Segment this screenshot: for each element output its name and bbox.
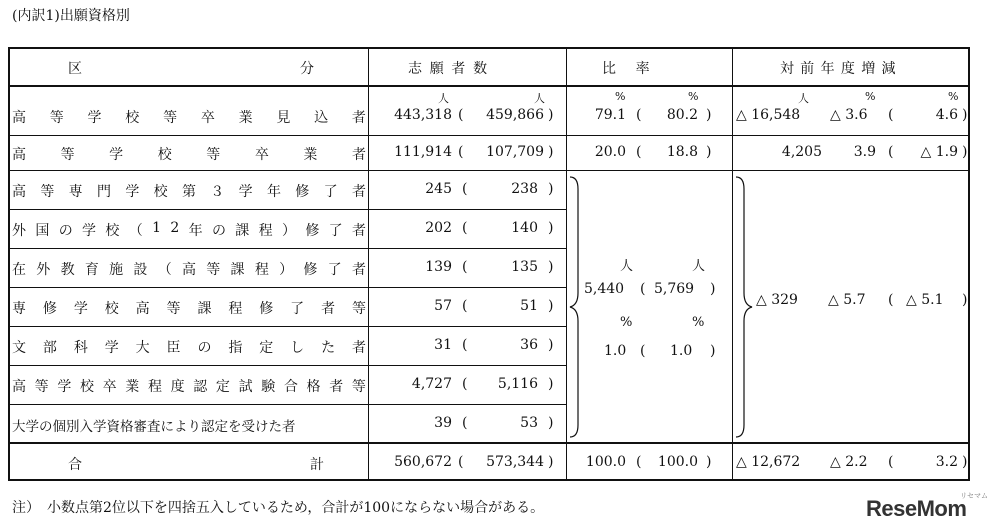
paren-open: ( [462, 220, 468, 236]
row-label-char: 年 [266, 184, 281, 200]
paren-open: ( [462, 376, 468, 392]
unit-percent: % [620, 315, 633, 330]
row-divider [10, 442, 968, 444]
count: 202 [425, 220, 452, 236]
row-divider [10, 85, 968, 87]
paren-close: ) [548, 454, 554, 470]
row-label-char: 校 [153, 184, 168, 200]
group-brace-left [566, 173, 732, 441]
paren-open: ( [458, 144, 464, 160]
row-label-char: 定 [215, 379, 230, 395]
paren-open: ( [458, 107, 464, 123]
applicants-table [8, 47, 970, 481]
row-label-char: 合 [283, 379, 298, 395]
row-label-char: 教 [60, 262, 75, 278]
row-label-char: 修 [303, 262, 318, 278]
row-label-char: 課 [197, 301, 212, 317]
row-label [12, 144, 366, 164]
paren-open: ( [888, 292, 894, 308]
row-label-char: 高 [12, 110, 26, 126]
unit-person: 人 [620, 259, 634, 274]
group-change-ratio: △ 5.7 [828, 292, 866, 308]
footnote: 注） 小数点第2位以下を四捨五入しているため，合計が100にならない場合がある。 [12, 500, 545, 516]
count-prev: 51 [520, 298, 538, 314]
paren-open: ( [462, 415, 468, 431]
paren-close: ) [962, 107, 968, 123]
row-label-char: 校 [79, 379, 94, 395]
count: 245 [425, 181, 452, 197]
row-label-char: 者 [351, 184, 366, 200]
paren-open: ( [462, 181, 468, 197]
row-label-char: 修 [295, 184, 310, 200]
row-label-char: 国 [35, 223, 50, 239]
unit-percent: % [865, 90, 876, 103]
row-label-char: 臣 [166, 340, 181, 356]
row-label-char: 等 [40, 184, 55, 200]
row-label-char: 程 [254, 262, 269, 278]
row-divider [10, 170, 968, 171]
row-label-char: 業 [238, 110, 253, 126]
paren-close: ) [706, 144, 712, 160]
row-label-char: 等 [49, 110, 64, 126]
header-category-right: 分 [300, 61, 317, 77]
unit-person: 人 [798, 92, 809, 105]
total-ratio-prev: 100.0 [657, 454, 698, 470]
count-prev: 140 [511, 220, 538, 236]
row-label-char: 験 [261, 379, 276, 395]
paren-open: ( [640, 343, 646, 359]
row-label-char: 施 [109, 262, 124, 278]
resemom-logo [866, 493, 988, 524]
change-ratio: 3.9 [853, 144, 876, 160]
row-label-char: 等 [206, 262, 221, 278]
total-label-right: 計 [310, 457, 324, 473]
row-label-char: 程 [258, 223, 273, 239]
row-label-char: 科 [73, 340, 88, 356]
count: 443,318 [394, 107, 452, 123]
total-count-prev: 573,344 [486, 454, 544, 470]
row-label-char: 程 [228, 301, 243, 317]
ratio-prev: 18.8 [666, 144, 698, 160]
ratio-prev: 80.2 [666, 107, 698, 123]
paren-open: ( [462, 337, 468, 353]
row-label-char: 外 [36, 262, 51, 278]
row-label-char: 等 [163, 110, 178, 126]
row-label [12, 376, 366, 396]
paren-open: ( [636, 107, 642, 123]
row-label [12, 181, 366, 201]
row-label-char: の [211, 223, 226, 239]
row-divider [10, 209, 566, 210]
row-label-char: 認 [193, 379, 208, 395]
group-ratio: 1.0 [604, 343, 627, 359]
paren-close: ) [548, 259, 554, 275]
group-count: 5,440 [584, 281, 625, 297]
row-label-char: 修 [42, 301, 57, 317]
row-label-char: 等 [60, 147, 75, 163]
row-label-char: 了 [323, 184, 338, 200]
row-label-char: 課 [230, 262, 245, 278]
row-label-char: 校 [125, 110, 140, 126]
total-change-ratio: △ 2.2 [830, 454, 868, 470]
row-label-char: 学 [57, 379, 72, 395]
count: 31 [434, 337, 452, 353]
row-label-char: 高 [12, 147, 26, 163]
header-category-left: 区 [68, 61, 85, 77]
row-label-char: 専 [68, 184, 83, 200]
row-label-char: 高 [12, 379, 26, 395]
row-label-char: 校 [104, 301, 119, 317]
row-label-char: 外 [12, 223, 26, 239]
row-divider [10, 135, 968, 136]
logo-subtext: リセマム [960, 493, 988, 500]
change-ratio: △ 3.6 [830, 107, 868, 123]
row-divider [10, 365, 566, 366]
row-label-char: 指 [228, 340, 243, 356]
unit-percent: % [688, 90, 699, 103]
row-label-char: 門 [96, 184, 111, 200]
change-count: △ 16,548 [736, 107, 801, 123]
ratio: 20.0 [594, 144, 626, 160]
row-label-char: 見 [276, 110, 291, 126]
col-divider [368, 49, 369, 479]
header-ratio: 比 率 [602, 61, 653, 77]
total-count: 560,672 [394, 454, 452, 470]
paren-close: ) [710, 343, 716, 359]
paren-open: ( [888, 107, 894, 123]
paren-open: ( [462, 259, 468, 275]
row-label-char: 了 [327, 262, 342, 278]
row-label-char: （ [128, 223, 143, 239]
row-label-char: 了 [328, 223, 343, 239]
paren-open: ( [458, 454, 464, 470]
paren-close: ) [548, 415, 554, 431]
table-caption: (内訳1)出願資格別 [12, 8, 130, 24]
row-label-char: 高 [181, 262, 196, 278]
row-label-char: し [290, 340, 305, 356]
total-change-ratio-prev: 3.2 [935, 454, 958, 470]
row-label-char: 卒 [200, 110, 215, 126]
row-label [12, 298, 366, 318]
count-prev: 459,866 [486, 107, 544, 123]
row-label-char: 年 [188, 223, 203, 239]
row-label-char: 学 [125, 184, 140, 200]
paren-open: ( [888, 144, 894, 160]
paren-close: ) [710, 281, 716, 297]
row-label-char: 2 [170, 220, 180, 236]
row-label-char: 学 [238, 184, 253, 200]
row-label-char: 者 [351, 340, 366, 356]
count-prev: 5,116 [497, 376, 538, 392]
row-label [12, 259, 366, 279]
total-change-count: △ 12,672 [736, 454, 801, 470]
group-change-ratio-prev: △ 5.1 [906, 292, 944, 308]
row-label-char: 程 [147, 379, 162, 395]
group-count-prev: 5,769 [654, 281, 695, 297]
paren-close: ) [548, 220, 554, 236]
count: 139 [425, 259, 452, 275]
row-label-char: ） [281, 223, 296, 239]
unit-person: 人 [692, 259, 706, 274]
row-label-char: 1 [152, 220, 161, 236]
row-label-char: の [58, 223, 73, 239]
row-label-char: 等 [206, 147, 221, 163]
group-change-count: △ 329 [756, 292, 798, 308]
row-label-char: 者 [321, 301, 336, 317]
count: 111,914 [394, 144, 452, 160]
row-label-char: 等 [351, 301, 366, 317]
row-label-char: 業 [303, 147, 318, 163]
paren-close: ) [962, 454, 968, 470]
row-label-char: 格 [306, 379, 321, 395]
row-label-char: 第 [181, 184, 196, 200]
unit-person: 人 [438, 92, 449, 105]
row-label-char: 修 [259, 301, 274, 317]
row-label-char: 等 [351, 379, 366, 395]
row-label [12, 337, 366, 357]
row-label: 大学の個別入学資格審査により認定を受けた者 [12, 419, 296, 435]
count: 4,727 [411, 376, 452, 392]
row-label-char: 大 [135, 340, 150, 356]
paren-open: ( [640, 281, 646, 297]
count-prev: 53 [520, 415, 538, 431]
row-label-char: 高 [135, 301, 150, 317]
group-ratio-prev: 1.0 [670, 343, 693, 359]
row-label-char: 等 [34, 379, 49, 395]
paren-close: ) [706, 107, 712, 123]
row-label-char: 学 [109, 147, 124, 163]
row-label-char: 設 [133, 262, 148, 278]
row-label-char: 高 [12, 184, 26, 200]
row-label-char: 校 [157, 147, 172, 163]
row-label-char: 学 [73, 301, 88, 317]
paren-open: ( [462, 298, 468, 314]
count-prev: 36 [520, 337, 538, 353]
total-label-left: 合 [68, 457, 82, 473]
unit-person: 人 [534, 92, 545, 105]
row-label-char: 卒 [102, 379, 117, 395]
row-label-char: の [197, 340, 212, 356]
row-label-char: 者 [351, 262, 366, 278]
row-divider [10, 404, 566, 405]
row-label-char: 課 [235, 223, 250, 239]
logo-text: ReseMom [866, 496, 967, 521]
count: 39 [434, 415, 452, 431]
row-divider [10, 248, 566, 249]
row-label-char: た [321, 340, 336, 356]
row-label-char: 部 [42, 340, 57, 356]
paren-close: ) [548, 107, 554, 123]
row-label-char: 卒 [254, 147, 269, 163]
row-label-char: 者 [351, 110, 366, 126]
row-divider [10, 326, 566, 327]
paren-close: ) [706, 454, 712, 470]
row-label-char: 在 [12, 262, 26, 278]
unit-percent: % [692, 315, 705, 330]
paren-close: ) [548, 181, 554, 197]
row-label-char: （ [157, 262, 172, 278]
row-label-char: 校 [105, 223, 120, 239]
row-label-char: 者 [329, 379, 344, 395]
paren-open: ( [888, 454, 894, 470]
header-change: 対前年度増減 [780, 61, 902, 77]
count-prev: 238 [511, 181, 538, 197]
paren-close: ) [548, 376, 554, 392]
row-label-char: 学 [104, 340, 119, 356]
header-applicants: 志願者数 [408, 61, 495, 77]
row-label-char: 学 [82, 223, 97, 239]
row-label [12, 107, 366, 127]
row-label-char: ） [279, 262, 294, 278]
change-count: 4,205 [781, 144, 822, 160]
row-label-char: 専 [12, 301, 26, 317]
row-label-char: 者 [352, 223, 366, 239]
row-label-char: 修 [305, 223, 320, 239]
change-ratio-prev: △ 1.9 [920, 144, 958, 160]
unit-percent: % [615, 90, 626, 103]
row-label-char: 学 [87, 110, 102, 126]
row-label-char: 業 [125, 379, 140, 395]
row-label-char: 度 [170, 379, 185, 395]
row-label-char: 込 [314, 110, 329, 126]
row-label-char: ３ [210, 184, 225, 200]
row-label-char: 者 [351, 147, 366, 163]
row-divider [10, 287, 566, 288]
row-label-char: 等 [166, 301, 181, 317]
count-prev: 107,709 [486, 144, 544, 160]
paren-close: ) [548, 337, 554, 353]
row-label [12, 220, 366, 240]
paren-close: ) [548, 298, 554, 314]
paren-close: ) [962, 292, 968, 308]
paren-open: ( [636, 454, 642, 470]
row-label-char: 育 [84, 262, 99, 278]
row-label-char: 了 [290, 301, 305, 317]
row-label-char: 文 [12, 340, 26, 356]
unit-percent: % [948, 90, 959, 103]
row-label-char: 定 [259, 340, 274, 356]
change-ratio-prev: 4.6 [935, 107, 958, 123]
row-label-char: 試 [238, 379, 253, 395]
count-prev: 135 [511, 259, 538, 275]
total-ratio: 100.0 [585, 454, 626, 470]
paren-close: ) [962, 144, 968, 160]
paren-close: ) [548, 144, 554, 160]
ratio: 79.1 [594, 107, 626, 123]
paren-open: ( [636, 144, 642, 160]
count: 57 [434, 298, 452, 314]
